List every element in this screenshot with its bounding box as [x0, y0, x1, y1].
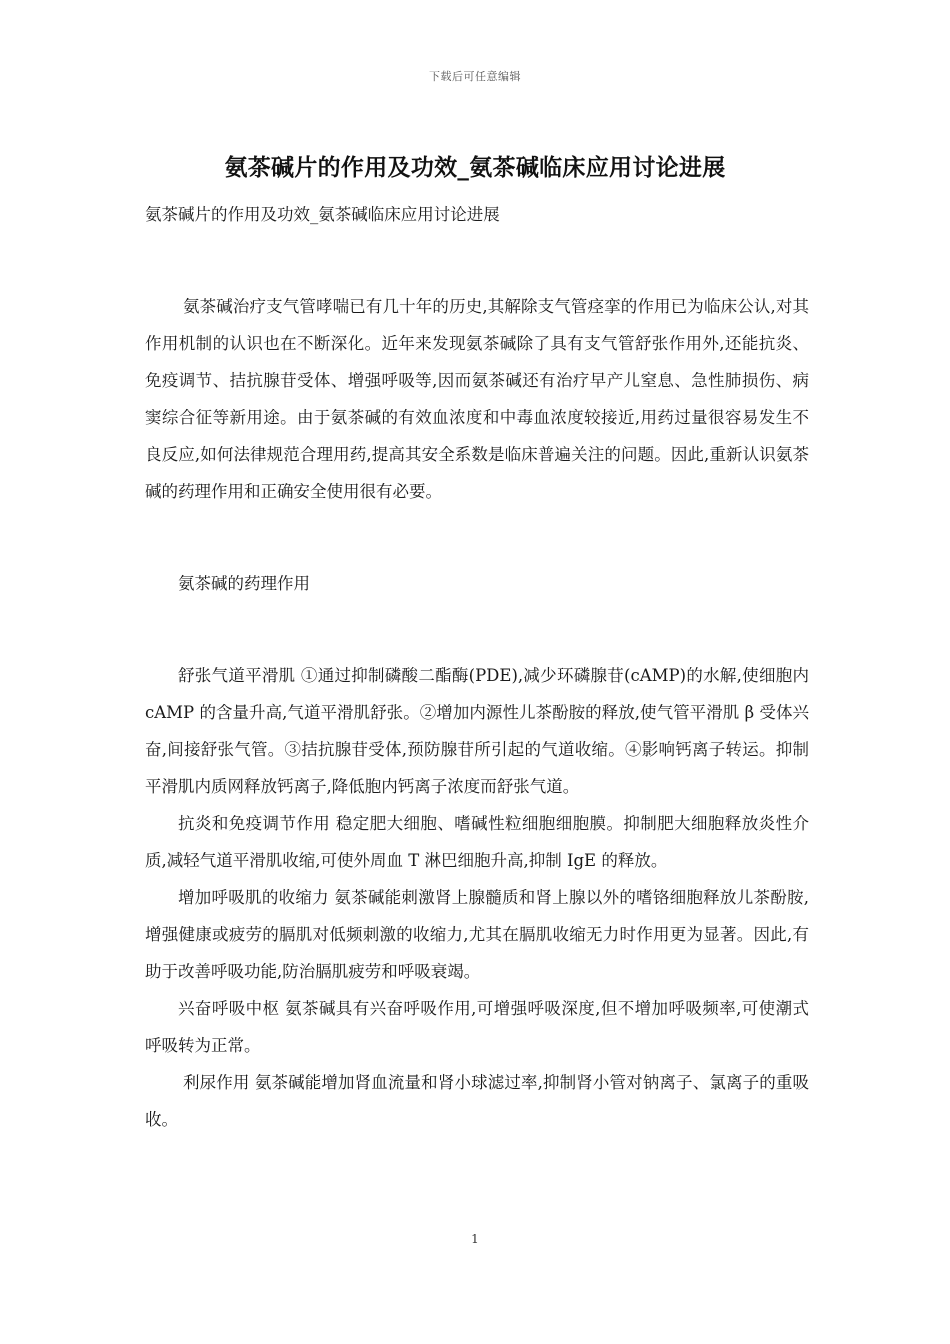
document-body — [145, 196, 809, 1138]
document-subtitle: 氨茶碱片的作用及功效_氨茶碱临床应用讨论进展 — [145, 205, 500, 224]
document-title: 氨茶碱片的作用及功效_氨茶碱临床应用讨论进展 — [224, 154, 726, 181]
page-number: 1 — [471, 1232, 479, 1246]
body-paragraph-respiratory-muscle: 增加呼吸肌的收缩力 氨茶碱能刺激肾上腺髓质和肾上腺以外的嗜铬细胞释放儿茶酚胺,增强健康或疲劳的膈肌对低频刺激的收缩力,尤其在膈肌收缩无力时作用更为显著。因此,有助于改善呼吸功能,防治膈肌疲劳和呼吸衰竭。 — [145, 888, 809, 981]
body-paragraph-anti-inflammatory: 抗炎和免疫调节作用 稳定肥大细胞、嗜碱性粒细胞细胞膜。抑制肥大细胞释放炎性介质,减轻气道平滑肌收缩,可使外周血 T 淋巴细胞升高,抑制 IgE 的释放。 — [145, 814, 809, 870]
page-header-note: 下载后可任意编辑 — [429, 70, 521, 83]
body-paragraph-bronchodilation: 舒张气道平滑肌 ①通过抑制磷酸二酯酶(PDE),减少环磷腺苷(cAMP)的水解,使细胞内 cAMP 的含量升高,气道平滑肌舒张。②增加内源性儿茶酚胺的释放,使气管平滑肌 β 受体兴奋,间接舒张气管。③拮抗腺苷受体,预防腺苷所引起的气道收缩。④影响钙离子转运。抑制平滑肌内质网释放钙离子,降低胞内钙离子浓度而舒张气道。 — [145, 666, 809, 796]
body-paragraph-diuretic: 利尿作用 氨茶碱能增加肾血流量和肾小球滤过率,抑制肾小管对钠离子、氯离子的重吸收。 — [145, 1073, 809, 1129]
body-paragraph-respiratory-center: 兴奋呼吸中枢 氨茶碱具有兴奋呼吸作用,可增强呼吸深度,但不增加呼吸频率,可使潮式呼吸转为正常。 — [145, 999, 809, 1055]
section-heading: 氨茶碱的药理作用 — [178, 574, 310, 593]
intro-paragraph: 氨茶碱治疗支气管哮喘已有几十年的历史,其解除支气管痉挛的作用已为临床公认,对其作用机制的认识也在不断深化。近年来发现氨茶碱除了具有支气管舒张作用外,还能抗炎、免疫调节、拮抗腺苷受体、增强呼吸等,因而氨茶碱还有治疗早产儿窒息、急性肺损伤、病窦综合征等新用途。由于氨茶碱的有效血浓度和中毒血浓度较接近,用药过量很容易发生不良反应,如何法律规范合理用药,提高其安全系数是临床普遍关注的问题。因此,重新认识氨茶碱的药理作用和正确安全使用很有必要。 — [145, 297, 809, 501]
